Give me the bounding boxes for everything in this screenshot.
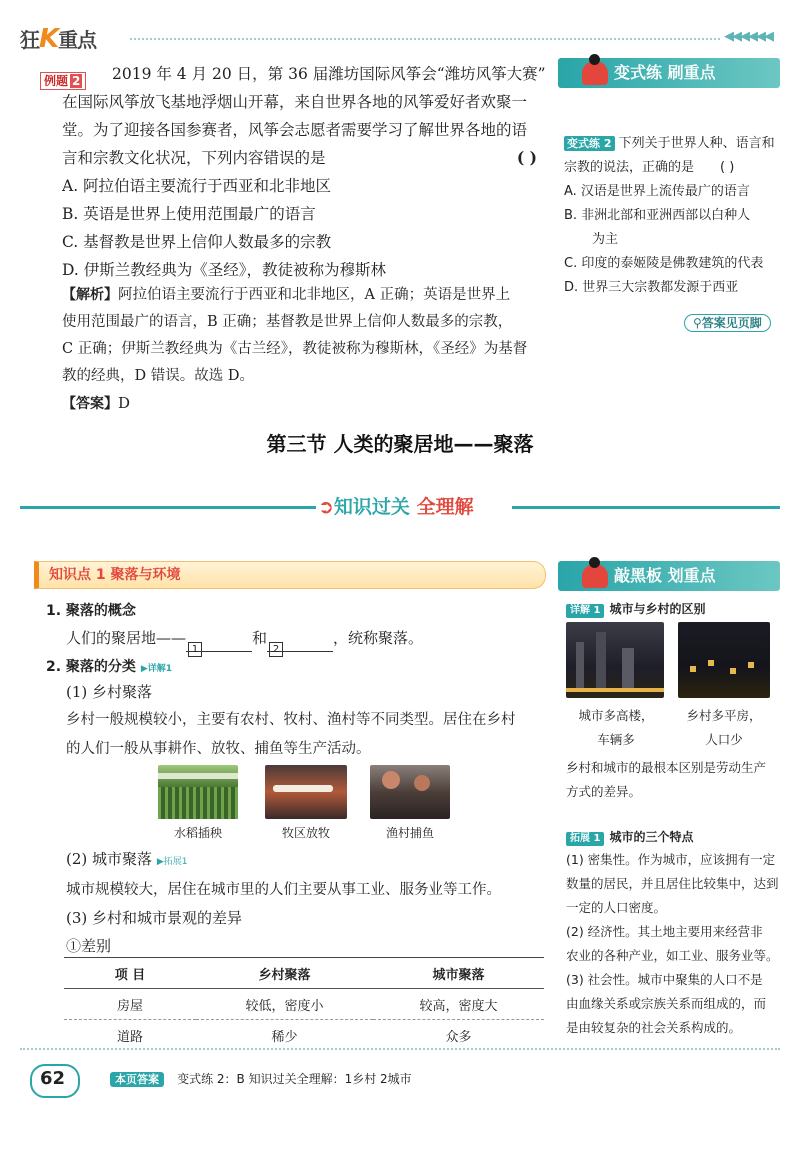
diff-heading: (3) 乡村和城市景观的差异 (66, 909, 243, 927)
table-header: 项 目 (64, 958, 196, 989)
table-cell: 较低，密度小 (196, 989, 373, 1020)
example-line-4: 言和宗教文化状况，下列内容错误的是 ( ) (62, 144, 547, 172)
option-c: C. 基督教是世界上信仰人数最多的宗教 (62, 233, 332, 251)
table-cell: 稀少 (271, 1029, 298, 1045)
student-icon (582, 61, 608, 85)
kp1-content (46, 600, 546, 764)
table-header: 乡村聚落 (196, 958, 373, 989)
rice-planting-photo (158, 765, 238, 819)
swirl-icon: ➲ (318, 496, 334, 518)
practice-option-a: A. 汉语是世界上流传最广的语言 (564, 184, 750, 199)
detail-tag: 详解 1 (566, 604, 604, 618)
analysis-label: 【解析】 (62, 287, 118, 303)
header-arrows-icon: ◀◀◀◀◀◀ (724, 29, 772, 44)
analysis-line-3: C 正确；伊斯兰教经典为《古兰经》，教徒被称为穆斯林，《圣经》为基督 (62, 341, 528, 357)
zsgg-line-right (512, 506, 780, 509)
table-header: 城市聚落 (373, 958, 544, 989)
concept-heading: 1. 聚落的概念 (46, 603, 136, 619)
footer-answer-text: 变式练 2：B 知识过关全理解：1乡村 2城市 (177, 1072, 412, 1086)
answer-label: 【答案】 (62, 396, 118, 412)
zsgg-line-left (20, 506, 316, 509)
practice-banner: 变式练 刷重点 (558, 58, 780, 88)
footer-tag: 本页答案 (110, 1072, 164, 1087)
example-line-3: 堂。为了迎接各国参赛者，风筝会志愿者需要学习了解世界各地的语 (62, 121, 528, 139)
city-photo (566, 622, 664, 698)
option-b: B. 英语是世界上使用范围最广的语言 (62, 205, 316, 223)
table-row (64, 989, 544, 1020)
practice-tag: 变式练 2 (564, 136, 615, 151)
blank-2: 2 (267, 633, 333, 652)
brand-logo: 狂K重点 (20, 24, 97, 54)
analysis-line-4: 教的经典，D 错误。故选 D。 (62, 368, 254, 384)
city-text: 城市规模较大，居住在城市里的人们主要从事工业、服务业等工作。 (66, 882, 501, 898)
practice-option-b: B. 非洲北部和亚洲西部以白种人 (564, 208, 751, 223)
comparison-table (64, 957, 544, 1050)
city-section (66, 845, 546, 960)
example-question (44, 60, 547, 284)
extension-tag: 拓展 1 (566, 832, 604, 846)
section-title: 第三节 人类的聚居地——聚落 (266, 432, 534, 456)
extension-text: (1) 密集性。作为城市，应该拥有一定 数量的居民，并且居住比较集中，达到 一定的人口密度。 (2) 经济性。其土地主要用来经营非 农业的各种产业，如工业、服务业等。 (3) 社会性。城市中聚集的人口不是 由血缘关系或宗族关系而组成的，而 是由较复杂的社会关系构成的。 (566, 852, 779, 1035)
option-d: D. 伊斯兰教经典为《圣经》，教徒被称为穆斯林 (62, 261, 386, 279)
practice-bracket: ( ) (720, 160, 735, 175)
answer-bracket: ( ) (516, 148, 537, 167)
knowledge-point-bar: 知识点 1 聚落与环境 (34, 561, 546, 589)
example-analysis (62, 282, 547, 418)
zsgg-title: ➲知识过关 全理解 (318, 496, 474, 518)
blackboard-banner: 敲黑板 划重点 (558, 561, 780, 591)
table-cell: 较高，密度大 (373, 989, 544, 1020)
rural-photo (678, 622, 770, 698)
classify-heading: 2. 聚落的分类 ▶详解1 (46, 659, 172, 675)
practice-option-d: D. 世界三大宗教都发源于西亚 (564, 280, 739, 295)
header-divider (130, 38, 720, 40)
table-cell: 道路 (116, 1029, 143, 1045)
analysis-line-1: 阿拉伯语主要流行于西亚和北非地区，A 正确；英语是世界上 (118, 287, 511, 303)
key-icon: ⚲ (693, 316, 702, 330)
option-a: A. 阿拉伯语主要流行于西亚和北非地区 (62, 177, 332, 195)
rural-text: 乡村一般规模较小，主要有农村、牧村、渔村等不同类型。居住在乡村 的人们一般从事耕作、放牧、捕鱼等生产活动。 (66, 712, 516, 757)
answer-value: D (118, 394, 131, 412)
table-cell: 房屋 (64, 989, 196, 1020)
analysis-line-2: 使用范围最广的语言，B 正确；基督教是世界上信仰人数最多的宗教， (62, 314, 513, 330)
practice-option-c: C. 印度的泰姬陵是佛教建筑的代表 (564, 256, 764, 271)
rural-caption: 乡村多平房， 人口少 (686, 708, 762, 747)
page-number: 62 (40, 1068, 66, 1089)
caption-fishing: 渔村捕鱼 (385, 826, 434, 840)
city-caption: 城市多高楼， 车辆多 (578, 708, 654, 747)
footer-answers (110, 1068, 412, 1087)
caption-rice: 水稻插秧 (173, 826, 222, 840)
practice-option-b-cont: 为主 (592, 232, 619, 247)
rural-heading: (1) 乡村聚落 (66, 683, 153, 701)
example-line-2: 在国际风筝放飞基地浮烟山开幕，来自世界各地的风筝爱好者欢聚一 (62, 93, 528, 111)
concept-line: 人们的聚居地——1和2，统称聚落。 (66, 629, 424, 655)
example-line-1: 2019 年 4 月 20 日，第 36 届潍坊国际风筝会“潍坊风筝大赛” (112, 65, 546, 83)
blank-1: 1 (186, 633, 252, 652)
blackboard-note: 乡村和城市的最根本区别是劳动生产 方式的差异。 (566, 760, 767, 799)
fishing-photo (370, 765, 450, 819)
caption-grazing: 牧区放牧 (281, 826, 330, 840)
extension-heading: 拓展 1 城市的三个特点 (566, 826, 780, 846)
example-tag: 例题 2 (40, 72, 86, 90)
student-icon (582, 564, 608, 588)
detail-heading: 详解 1 城市与乡村的区别 (566, 598, 780, 618)
grazing-photo (265, 765, 347, 819)
practice-question: 变式练 2 下列关于世界人种、语言和 宗教的说法，正确的是 ( ) A. 汉语是世界上流传最广的语言 B. 非洲北部和亚洲西部以白种人 为主 C. 印度的泰姬陵是佛教建筑的代表 D. 世界三大宗教都发源于西亚 (564, 132, 784, 300)
footer-divider (20, 1048, 780, 1050)
table-header-row (64, 958, 544, 989)
see-answer-badge: ⚲答案见页脚 (684, 312, 771, 331)
diff-sub: ①差别 (66, 937, 112, 955)
table-row (64, 1020, 544, 1051)
table-cell: 众多 (445, 1029, 472, 1045)
city-heading: (2) 城市聚落 ▶拓展1 (66, 850, 188, 868)
